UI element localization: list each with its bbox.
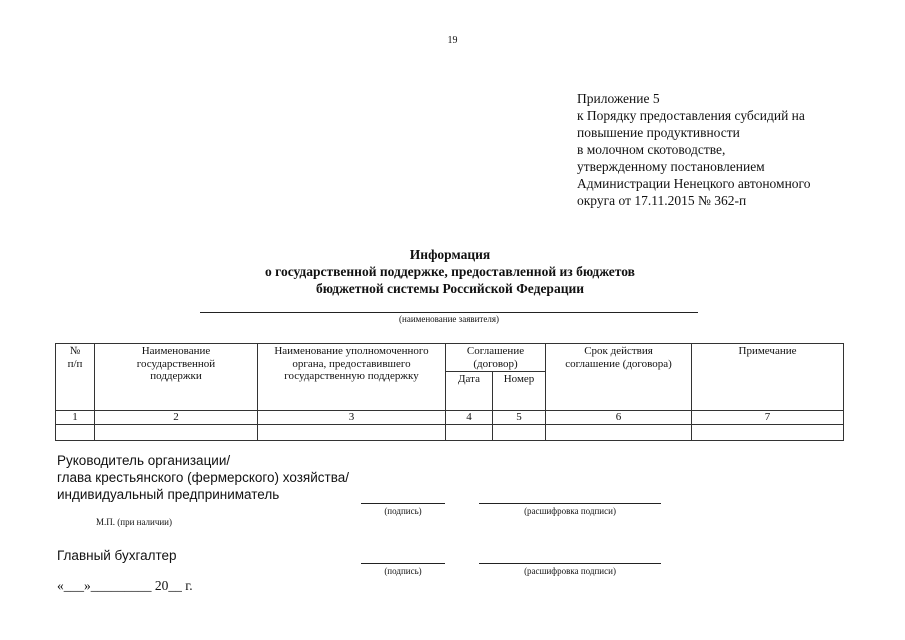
header-cell-date: Дата [446, 372, 493, 411]
accountant-decoding-line [479, 563, 661, 564]
applicant-name-line [200, 312, 698, 313]
numbering-cell: 7 [692, 411, 844, 425]
annex-line: округа от 17.11.2015 № 362-п [577, 193, 747, 208]
numbering-cell: 5 [493, 411, 546, 425]
numbering-cell: 4 [446, 411, 493, 425]
numbering-cell: 2 [95, 411, 258, 425]
head-signature-line [361, 503, 445, 504]
annex-line: Администрации Ненецкого автономного [577, 176, 811, 191]
annex-line: в молочном скотоводстве, [577, 142, 726, 157]
empty-cell [692, 425, 844, 441]
date-line: «___»_________ 20__ г. [57, 578, 193, 593]
accountant-decoding-caption: (расшифровка подписи) [524, 566, 616, 576]
header-cell-support: Наименование государственной поддержки [95, 344, 258, 411]
table-header-row [56, 344, 844, 372]
head-title-line: Руководитель организации/ [57, 453, 231, 468]
title-line-3: бюджетной системы Российской Федерации [315, 281, 585, 296]
head-title [57, 452, 349, 503]
empty-cell [493, 425, 546, 441]
header-cell-note: Примечание [692, 344, 844, 411]
header-cell-authority: Наименование уполномоченного органа, предоставившего государственную поддержку [258, 344, 446, 411]
accountant-title: Главный бухгалтер [57, 548, 177, 563]
empty-cell [258, 425, 446, 441]
annex-line: утвержденному постановлением [577, 159, 765, 174]
numbering-cell: 1 [56, 411, 95, 425]
head-decoding-caption: (расшифровка подписи) [524, 506, 616, 516]
stamp-label: М.П. (при наличии) [96, 517, 172, 527]
annex-header [577, 90, 811, 209]
accountant-signature-caption: (подпись) [384, 566, 422, 576]
empty-cell [95, 425, 258, 441]
table-numbering-row [56, 411, 844, 425]
title-line-1: Информация [409, 247, 491, 262]
numbering-cell: 6 [546, 411, 692, 425]
head-signature-caption: (подпись) [384, 506, 422, 516]
header-cell-validity: Срок действия соглашение (договора) [546, 344, 692, 411]
table-empty-row [56, 425, 844, 441]
empty-cell [56, 425, 95, 441]
head-decoding-line [479, 503, 661, 504]
title-line-2: о государственной поддержке, предоставленной из бюджетов [265, 264, 635, 279]
annex-line: Приложение 5 [577, 91, 660, 106]
annex-line: повышение продуктивности [577, 125, 740, 140]
empty-cell [546, 425, 692, 441]
header-cell-agreement: Соглашение (договор) [446, 344, 546, 372]
header-cell-number: № п/п [56, 344, 95, 411]
annex-line: к Порядку предоставления субсидий на [577, 108, 805, 123]
applicant-caption: (наименование заявителя) [399, 314, 499, 324]
empty-cell [446, 425, 493, 441]
head-title-line: индивидуальный предприниматель [57, 487, 280, 502]
page-number: 19 [447, 35, 458, 46]
accountant-signature-line [361, 563, 445, 564]
document-title [180, 246, 720, 297]
header-cell-number-agreement: Номер [493, 372, 546, 411]
support-table [55, 343, 844, 441]
numbering-cell: 3 [258, 411, 446, 425]
head-title-line: глава крестьянского (фермерского) хозяйства/ [57, 470, 349, 485]
